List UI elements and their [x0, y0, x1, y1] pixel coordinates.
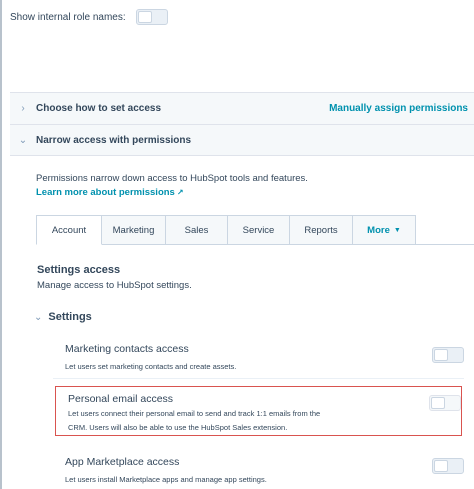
choose-access-title: Choose how to set access	[36, 103, 162, 114]
chevron-down-icon: ⌄	[18, 134, 28, 146]
learn-more-label: Learn more about permissions	[36, 187, 175, 198]
description-line: Let users connect their personal email to send and track 1:1 emails from the	[68, 409, 321, 418]
tab-reports[interactable]	[290, 215, 353, 245]
permission-app-marketplace	[53, 446, 464, 489]
tab-label: Reports	[304, 224, 338, 236]
permission-personal-email	[55, 386, 462, 436]
tab-label: Marketing	[112, 224, 155, 236]
permission-name: Marketing contacts access	[65, 343, 189, 355]
internal-role-label: Show internal role names:	[10, 11, 126, 23]
settings-group-title: Settings	[48, 311, 92, 323]
learn-more-link[interactable]	[36, 187, 184, 198]
tab-more[interactable]	[353, 215, 416, 245]
permissions-description: Permissions narrow down access to HubSpot tools and features.	[36, 173, 308, 184]
permission-description: Let users set marketing contacts and create assets.	[65, 362, 237, 371]
window-left-edge	[0, 0, 2, 489]
permission-marketing-contacts	[53, 333, 464, 379]
tabs-underline	[102, 244, 474, 245]
toggle-knob	[431, 397, 445, 409]
settings-group-header[interactable]	[34, 311, 92, 323]
tab-account[interactable]	[36, 215, 102, 245]
settings-access-subtitle: Manage access to HubSpot settings.	[37, 280, 192, 291]
permission-name: App Marketplace access	[65, 456, 180, 468]
toggle-knob	[434, 460, 448, 472]
permission-tabs	[36, 215, 416, 245]
caret-down-icon: ▼	[393, 226, 401, 234]
tab-label: Account	[51, 224, 87, 236]
toggle-knob	[434, 349, 448, 361]
narrow-access-title: Narrow access with permissions	[36, 134, 192, 146]
choose-access-band[interactable]	[10, 92, 474, 124]
permission-description: Let users install Marketplace apps and manage app settings.	[65, 475, 267, 484]
internal-role-toggle[interactable]	[136, 9, 168, 25]
internal-role-row	[10, 8, 168, 26]
tab-marketing[interactable]	[102, 215, 166, 245]
chevron-down-icon: ⌄	[34, 311, 43, 323]
tab-sales[interactable]	[166, 215, 228, 245]
chevron-right-icon: ›	[21, 103, 25, 114]
marketing-contacts-toggle[interactable]	[432, 347, 464, 363]
manually-assign-link[interactable]: Manually assign permissions	[329, 103, 468, 114]
settings-access-title: Settings access	[37, 264, 121, 276]
tab-label: Service	[242, 224, 275, 236]
tab-label: More	[367, 224, 390, 236]
toggle-knob	[138, 11, 152, 23]
external-link-icon: ↗	[176, 188, 184, 197]
app-marketplace-toggle[interactable]	[432, 458, 464, 474]
personal-email-toggle[interactable]	[429, 395, 461, 411]
permission-name: Personal email access	[68, 393, 174, 405]
narrow-access-band[interactable]	[10, 124, 474, 156]
tab-service[interactable]	[228, 215, 290, 245]
tab-label: Sales	[184, 224, 209, 236]
permission-description	[68, 407, 338, 435]
description-line: CRM. Users will also be able to use the HubSpot Sales extension.	[68, 423, 288, 432]
